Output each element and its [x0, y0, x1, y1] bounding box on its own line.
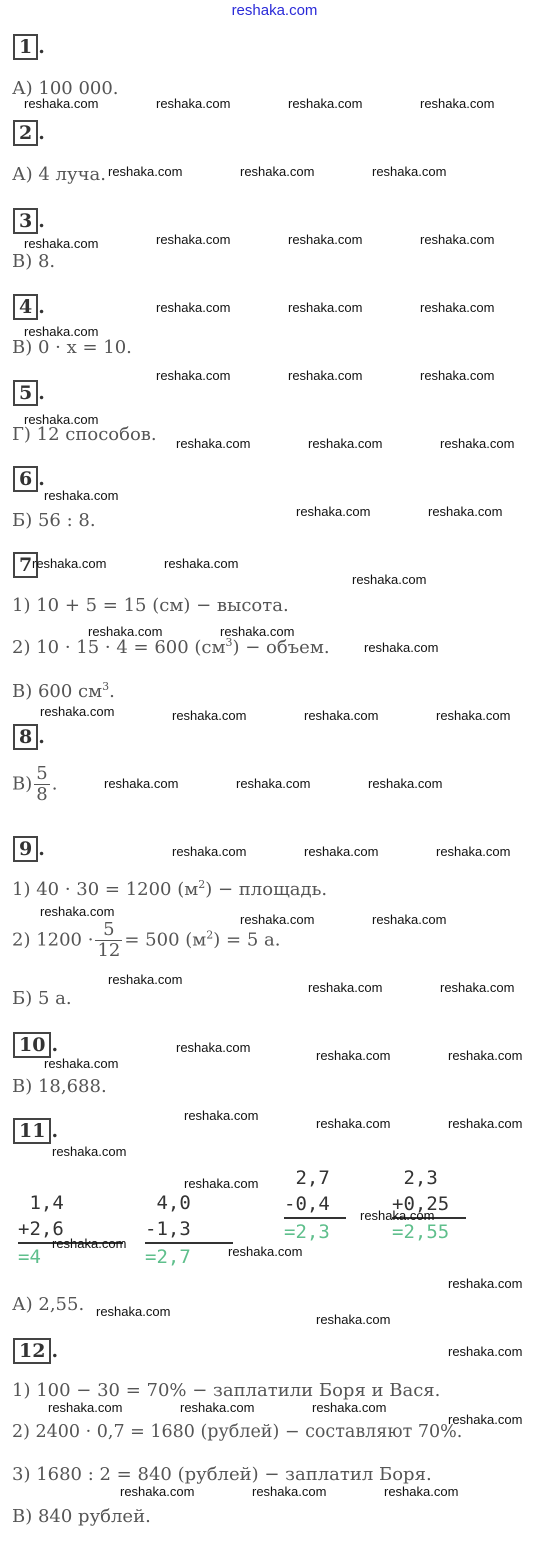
answer-2: А) 4 луча.	[12, 164, 106, 185]
watermark: reshaka.com	[156, 368, 231, 383]
task-number-1: 1 .	[13, 34, 45, 60]
watermark: reshaka.com	[24, 236, 99, 251]
watermark: reshaka.com	[172, 708, 247, 723]
watermark: reshaka.com	[156, 96, 231, 111]
watermark: reshaka.com	[52, 1236, 127, 1251]
watermark: reshaka.com	[240, 164, 315, 179]
watermark: reshaka.com	[220, 624, 295, 639]
watermark: reshaka.com	[360, 1208, 435, 1223]
solution-9-step-2: 2) 1200 · $\frac{5}{12}$ = 500 $(м^2) = 5$ а.	[12, 919, 281, 961]
watermark: reshaka.com	[288, 232, 363, 247]
answer-7: В) 600 $см^3$.	[12, 680, 115, 702]
fraction: $\frac{5}{12}$	[97, 919, 121, 961]
task-number-10: 10 .	[13, 1032, 58, 1058]
watermark: reshaka.com	[420, 232, 495, 247]
watermark: reshaka.com	[288, 368, 363, 383]
task-number-5: 5 .	[13, 380, 45, 406]
solution-12-step-1: 1) 100 − 30 = 70% − заплатили Боря и Вася.	[12, 1380, 441, 1401]
watermark: reshaka.com	[308, 436, 383, 451]
watermark: reshaka.com	[184, 1176, 259, 1191]
watermark: reshaka.com	[104, 776, 179, 791]
watermark: reshaka.com	[440, 436, 515, 451]
watermark: reshaka.com	[240, 912, 315, 927]
solution-12-step-3: 3) 1680 : 2 = 840 (рублей) − заплатил Боря.	[12, 1464, 432, 1485]
watermark: reshaka.com	[428, 504, 503, 519]
watermark: reshaka.com	[108, 164, 183, 179]
column-calc-3: 2,7 -0,4 =2,3	[284, 1165, 346, 1245]
watermark: reshaka.com	[420, 300, 495, 315]
watermark: reshaka.com	[184, 1108, 259, 1123]
answer-4: В) 0 · x = 10.	[12, 337, 132, 358]
watermark: reshaka.com	[164, 556, 239, 571]
watermark: reshaka.com	[172, 844, 247, 859]
watermark: reshaka.com	[440, 980, 515, 995]
watermark: reshaka.com	[448, 1116, 523, 1131]
task-number-7: 7	[13, 552, 38, 578]
watermark: reshaka.com	[24, 412, 99, 427]
watermark: reshaka.com	[44, 488, 119, 503]
watermark: reshaka.com	[288, 300, 363, 315]
watermark: reshaka.com	[448, 1048, 523, 1063]
watermark: reshaka.com	[308, 980, 383, 995]
watermark: reshaka.com	[352, 572, 427, 587]
watermark: reshaka.com	[304, 708, 379, 723]
watermark: reshaka.com	[52, 1144, 127, 1159]
solution-7-step-1: 1) 10 + 5 = 15 (см) − высота.	[12, 595, 289, 616]
column-calc-4: 2,3 +0,25 =2,55	[392, 1165, 466, 1245]
task-number-11: 11 .	[13, 1118, 58, 1144]
answer-10: В) 18,688.	[12, 1076, 107, 1097]
watermark: reshaka.com	[448, 1412, 523, 1427]
watermark: reshaka.com	[312, 1400, 387, 1415]
answer-1: А) 100 000.	[12, 78, 119, 99]
answer-5: Г) 12 способов.	[12, 424, 157, 445]
watermark: reshaka.com	[48, 1400, 123, 1415]
watermark: reshaka.com	[96, 1304, 171, 1319]
task-number-4: 4 .	[13, 294, 45, 320]
watermark: reshaka.com	[364, 640, 439, 655]
task-number-3: 3 .	[13, 208, 45, 234]
watermark: reshaka.com	[448, 1344, 523, 1359]
watermark: reshaka.com	[316, 1312, 391, 1327]
watermark: reshaka.com	[252, 1484, 327, 1499]
watermark: reshaka.com	[436, 708, 511, 723]
solution-9-step-1: 1) 40 · 30 = 1200 $(м^2)$ − площадь.	[12, 878, 328, 900]
watermark: reshaka.com	[316, 1048, 391, 1063]
watermark: reshaka.com	[288, 96, 363, 111]
column-calc-1: 1,4 +2,6 =4	[18, 1190, 123, 1270]
watermark: reshaka.com	[24, 324, 99, 339]
watermark: reshaka.com	[236, 776, 311, 791]
watermark: reshaka.com	[108, 972, 183, 987]
answer-12: В) 840 рублей.	[12, 1506, 151, 1527]
solution-12-step-2: 2) 2400 · 0,7 = 1680 (рублей) − составляют 70%.	[12, 1422, 463, 1442]
watermark: reshaka.com	[176, 1040, 251, 1055]
watermark: reshaka.com	[372, 912, 447, 927]
fraction: $\frac{5}{8}$	[36, 763, 48, 805]
task-number-9: 9 .	[13, 836, 45, 862]
watermark: reshaka.com	[40, 904, 115, 919]
answer-3: В) 8.	[12, 251, 56, 272]
column-calc-2: 4,0 -1,3 =2,7	[145, 1190, 233, 1270]
watermark: reshaka.com	[436, 844, 511, 859]
watermark: reshaka.com	[368, 776, 443, 791]
watermark: reshaka.com	[156, 232, 231, 247]
answer-9: Б) 5 а.	[12, 988, 72, 1009]
watermark: reshaka.com	[372, 164, 447, 179]
watermark: reshaka.com	[448, 1276, 523, 1291]
watermark: reshaka.com	[120, 1484, 195, 1499]
solution-7-step-2: 2) 10 · 15 · 4 = 600 $(см^3)$ − объем.	[12, 636, 330, 658]
watermark: reshaka.com	[176, 436, 251, 451]
answer-11: А) 2,55.	[12, 1294, 85, 1315]
watermark: reshaka.com	[88, 624, 163, 639]
watermark: reshaka.com	[156, 300, 231, 315]
task-number-6: 6 .	[13, 466, 45, 492]
watermark: reshaka.com	[420, 96, 495, 111]
watermark: reshaka.com	[24, 96, 99, 111]
watermark: reshaka.com	[296, 504, 371, 519]
watermark: reshaka.com	[40, 704, 115, 719]
watermark: reshaka.com	[228, 1244, 303, 1259]
watermark: reshaka.com	[44, 1056, 119, 1071]
watermark: reshaka.com	[32, 556, 107, 571]
watermark: reshaka.com	[420, 368, 495, 383]
watermark: reshaka.com	[384, 1484, 459, 1499]
site-header[interactable]: reshaka.com	[231, 2, 318, 19]
watermark: reshaka.com	[316, 1116, 391, 1131]
task-number-8: 8 .	[13, 724, 45, 750]
watermark: reshaka.com	[180, 1400, 255, 1415]
watermark: reshaka.com	[304, 844, 379, 859]
task-number-12: 12 .	[13, 1338, 58, 1364]
answer-8: В) $\frac{5}{8}$ .	[12, 763, 58, 805]
task-number-2: 2 .	[13, 120, 45, 146]
answer-6: Б) 56 : 8.	[12, 510, 96, 531]
